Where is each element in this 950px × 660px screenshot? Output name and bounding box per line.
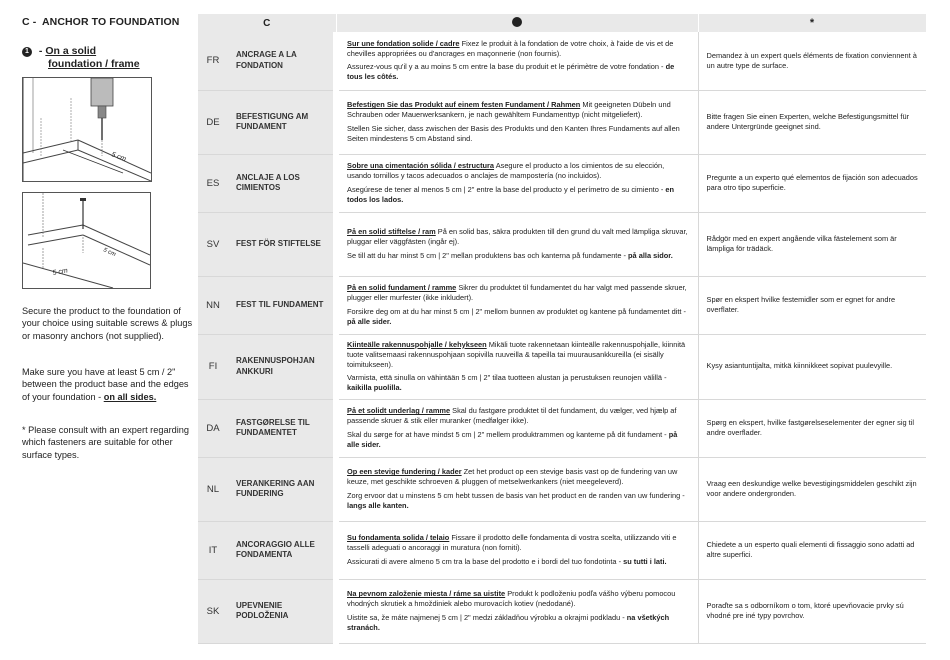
expert-note-cell: Pregunte a un experto qué elementos de fijación son adecuados para otro tipo superficie. [698, 154, 926, 212]
instruction-clearance: Assurez-vous qu'il y a au moins 5 cm entre la base du produit et le périmètre de votre fondation - [347, 62, 666, 72]
expert-note-cell: Demandez à un expert quels éléments de fixation conviennent à un autre type de surface. [698, 32, 926, 90]
asterisk-icon: * [809, 17, 815, 29]
language-title: ANCRAGE A LA FONDATION [228, 32, 336, 90]
instruction-clearance: Forsikre deg om at du har minst 5 cm | 2" mellom bunnen av produktet og kantene på fundamentet ditt - [347, 306, 686, 316]
option-line1: On a solid [45, 45, 97, 57]
drill-foundation-illustration [22, 77, 152, 182]
instruction-clearance: Uistite sa, že máte najmenej 5 cm | 2" medzi základňou výrobku a okrajmi podkladu - [347, 612, 627, 622]
option-heading: 1 - On a solid foundation / frame [22, 45, 140, 71]
expert-note-cell: Bitte fragen Sie einen Experten, welche Befestigungsmittel für andere Untergründe geeignet sind. [698, 90, 926, 154]
language-title: VERANKERING AAN FUNDERING [228, 457, 336, 521]
table-row [198, 334, 926, 399]
header-section-c [198, 14, 336, 32]
table-header-row [198, 14, 926, 32]
instruction-body: Asegure el producto a los cimientos de su elección, usando tornillos y tacos adecuados o anclajes de mampostería (no incluidos). [347, 161, 665, 181]
instruction-clearance: Zorg ervoor dat u minstens 5 cm hebt tussen de basis van het product en de randen van uw fundering - [347, 490, 685, 500]
language-code: SV [198, 212, 228, 276]
instruction-clearance-bold: su tutti i lati. [623, 556, 667, 566]
expert-note-cell: Poraďte sa s odborníkom o tom, ktoré upevňovacie prvky sú vhodné pre iné typy povrchov. [698, 579, 926, 643]
language-title: FASTGØRELSE TIL FUNDAMENTET [228, 399, 336, 457]
table-row [198, 32, 926, 90]
instruction-body: Sikrer du produktet til fundamentet du har valgt med passende skruer, plugger eller murfester (ikke inkludert). [347, 283, 687, 303]
table-row [198, 212, 926, 276]
expert-note-cell: Rådgör med en expert angående vilka fästelement som är lämpliga för trädäck. [698, 212, 926, 276]
expert-note: * Please consult with an expert regarding which fasteners are suitable for other surface types. [22, 425, 190, 460]
expert-note-cell: Spør en ekspert hvilke festemidler som er egnet for andre overflater. [698, 276, 926, 334]
section-title-text: ANCHOR TO FOUNDATION [41, 16, 180, 28]
language-code: SK [198, 579, 228, 643]
svg-text:5 cm: 5 cm [102, 247, 117, 259]
option-line2: foundation / frame [48, 58, 140, 70]
language-code: FR [198, 32, 228, 90]
instruction-body: Zet het product op een stevige basis vast op de fundering van uw keuze, met geschikte schroeven & pluggen of metselwerkankers (niet meegeleverd). [347, 467, 678, 487]
instruction-clearance-bold: på alle sider. [347, 316, 392, 326]
instruction-cell [336, 32, 698, 90]
instruction-body: Fissare il prodotto delle fondamenta di vostra scelta, utilizzando viti e tasselli adeguati o ancoraggi in muratura (non forniti). [347, 533, 677, 553]
instruction-cell [336, 90, 698, 154]
instruction-cell [336, 457, 698, 521]
language-title: ANCORAGGIO ALLE FONDAMENTA [228, 521, 336, 579]
instruction-text-1: Secure the product to the foundation of your choice using suitable screws & plugs or masonry anchors (not supplied). [22, 306, 193, 341]
instruction-lead: Op een stevige fundering / kader [347, 467, 462, 477]
expert-note-cell: Kysy asiantuntijalta, mitkä kiinnikkeet sopivat puulevyille. [698, 334, 926, 399]
svg-text:5 cm: 5 cm [110, 151, 127, 164]
instruction-lead: Su fondamenta solida / telaio [347, 533, 450, 543]
instruction-clearance: Varmista, että sinulla on vähintään 5 cm | 2" tilaa tuotteen alustan ja perustuksen reunojen välillä - [347, 373, 667, 383]
instruction-cell [336, 212, 698, 276]
instruction-lead: På en solid stiftelse / ram [347, 227, 436, 237]
instruction-body: Fixez le produit à la fondation de votre choix, à l'aide de vis et de chevilles appropriées ou d'ancrages en maçonnerie (non fournis). [347, 38, 674, 59]
instruction-lead: På et solidt underlag / ramme [347, 406, 451, 416]
header-asterisk [698, 14, 926, 32]
instruction-body: Produkt k podloženiu podľa vášho výberu pomocou vhodných skrutiek a hmoždiniek alebo murovacích kotiev (nedodané). [347, 589, 676, 609]
instruction-lead: Na pevnom založenie miesta / ráme sa uistite [347, 589, 506, 599]
instruction-clearance-bold: na všetkých stranách. [347, 612, 670, 632]
language-title: FEST FÖR STIFTELSE [228, 212, 336, 276]
left-panel [0, 0, 196, 660]
option-number-icon: 1 [22, 47, 32, 57]
section-title [22, 16, 179, 28]
instruction-clearance: Se till att du har minst 5 cm | 2" mellan produktens bas och kanterna på fundamente - [347, 250, 629, 260]
instruction-body: Mikäli tuote rakennetaan kiinteälle rakennuspohjalle, kiinnitä tuote valitsemaasi rakennuspohjaan sopivilla ruuveilla & tapeilla tai muurausankkureilla (ei sisälly toimitukseen). [347, 339, 686, 369]
instruction-lead: Befestigen Sie das Produkt auf einem festen Fundament / Rahmen [347, 100, 581, 110]
instruction-text-2b: on all sides. [103, 391, 157, 402]
instruction-clearance-bold: på alle sider. [347, 429, 678, 449]
language-code: FI [198, 334, 228, 399]
section-c-icon: C [263, 17, 271, 29]
table-row [198, 90, 926, 154]
language-code: DA [198, 399, 228, 457]
table-row [198, 579, 926, 643]
instruction-lead: Sur une fondation solide / cadre [347, 38, 460, 48]
language-code: IT [198, 521, 228, 579]
expert-note-cell: Vraag een deskundige welke bevestigingsmiddelen geschikt zijn voor andere ondergronden. [698, 457, 926, 521]
instruction-clearance: Assicurati di avere almeno 5 cm tra la base del prodotto e i bordi del tuo fondotinta - [347, 556, 624, 566]
table-row [198, 521, 926, 579]
instruction-lead: På en solid fundament / ramme [347, 283, 457, 293]
instruction-clearance-bold: de tous les côtés. [347, 62, 675, 82]
instruction-cell [336, 154, 698, 212]
section-letter: C - [22, 16, 37, 28]
instruction-cell [336, 334, 698, 399]
expert-note-cell: Spørg en ekspert, hvilke fastgørelseselementer der egner sig til andre overflader. [698, 399, 926, 457]
instruction-cell [336, 399, 698, 457]
instruction-cell [336, 521, 698, 579]
svg-text:5 cm: 5 cm [52, 267, 69, 277]
instruction-clearance: Asegúrese de tener al menos 5 cm | 2" entre la base del producto y el perímetro de su cimiento - [347, 184, 666, 194]
expert-note-cell: Chiedete a un esperto quali elementi di fissaggio sono adatti ad altre superfici. [698, 521, 926, 579]
table-row [198, 276, 926, 334]
instruction-text-2a: Make sure you have at least 5 cm / 2" between the product base and the edges of your foundation - [22, 367, 189, 402]
language-title: ANCLAJE A LOS CIMIENTOS [228, 154, 336, 212]
instruction-clearance-bold: langs alle kanten. [347, 500, 409, 510]
header-option-1 [336, 14, 698, 32]
instruction-clearance: Skal du sørge for at have mindst 5 cm | 2" mellem produktrammen og kanterne på dit fundament - [347, 429, 669, 439]
language-title: RAKENNUSPOHJAN ANKKURI [228, 334, 336, 399]
instruction-clearance-bold: kaikilla puolilla. [347, 383, 402, 393]
language-code: NN [198, 276, 228, 334]
instruction-cell [336, 276, 698, 334]
instruction-lead: Kiinteälle rakennuspohjalle / kehykseen [347, 339, 487, 349]
instruction-cell [336, 579, 698, 643]
screw-frame-illustration [22, 192, 151, 289]
instruction-body: På en solid bas, säkra produkten till den grund du valt med lämpliga skruvar, pluggar eller väggfästen (ingår ej). [347, 227, 688, 247]
language-code: NL [198, 457, 228, 521]
table-row [198, 457, 926, 521]
instruction-body: Skal du fastgøre produktet til det fundament, du vælger, ved hjælp af passende skruer & stik eller muranker (medfølger ikke). [347, 406, 677, 426]
option-number-icon [512, 17, 522, 27]
instruction-lead: Sobre una cimentación sólida / estructura [347, 161, 495, 171]
language-title: UPEVNENIE PODLOŽENIA [228, 579, 336, 643]
instruction-clearance-bold: en todos los lados. [347, 184, 675, 204]
language-title: FEST TIL FUNDAMENT [228, 276, 336, 334]
table-row [198, 399, 926, 457]
translations-table [198, 14, 927, 644]
language-code: ES [198, 154, 228, 212]
language-code: DE [198, 90, 228, 154]
instruction-clearance: Stellen Sie sicher, dass zwischen der Basis des Produkts und den Kanten Ihres Fundaments auf allen Seiten mindestens 5 cm Abstand sind. [347, 123, 680, 143]
table-row [198, 154, 926, 212]
language-title: BEFESTIGUNG AM FUNDAMENT [228, 90, 336, 154]
instruction-clearance-bold: på alla sidor. [628, 250, 673, 260]
instruction-body: Mit geeigneten Dübeln und Schrauben oder Mauerwerksankern, je nach gewähltem Fundamenttyp (nicht mitgeliefert). [347, 100, 671, 120]
instruction-text-2 [22, 366, 194, 403]
